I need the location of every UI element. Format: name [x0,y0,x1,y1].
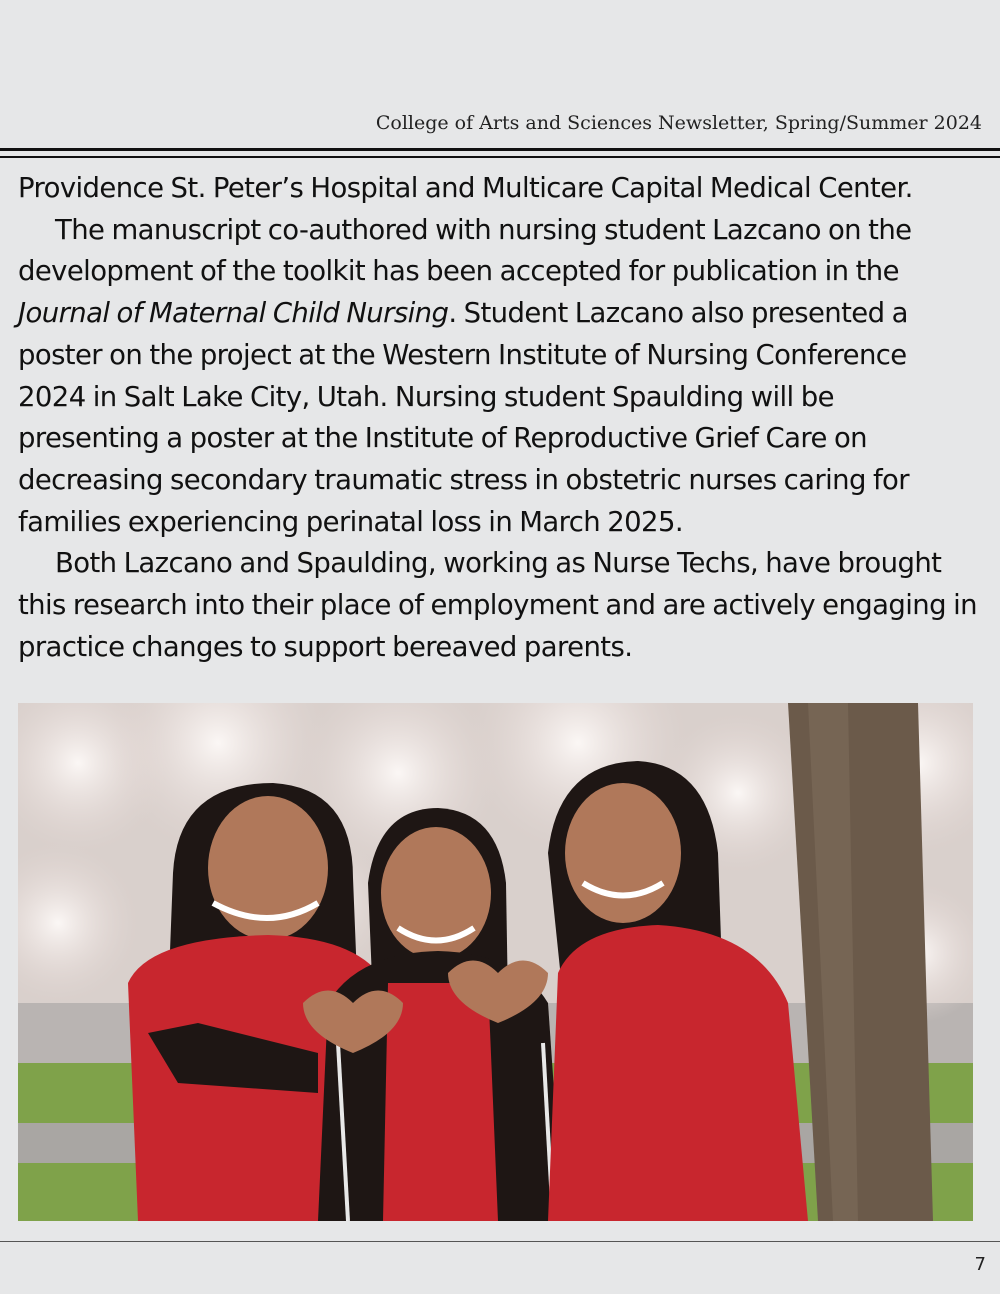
page-number: 7 [974,1254,986,1275]
newsletter-header: College of Arts and Sciences Newsletter, Spring/Summer 2024 [375,112,982,134]
paragraph-2-text-start: The manuscript co-authored with nursing student Lazcano on the development of the toolkit has been accepted for publication in the [18,213,912,288]
nursing-students-photo [18,703,973,1221]
photo-illustration [18,703,973,1221]
header-rule-thick [0,148,1000,151]
article-paragraph-3: Both Lazcano and Spaulding, working as Nurse Techs, have brought this research into their place of employment and are actively engaging in practice changes to support bereaved parents. [18,547,977,663]
journal-title: Journal of Maternal Child Nursing [18,297,449,330]
article-body [18,168,980,668]
header-rule-thin [0,156,1000,158]
paragraph-2-text-end: . Student Lazcano also presented a poster on the project at the Western Institute of Nursing Conference 2024 in Salt Lake City, Utah. Nursing student Spaulding will be presenting a poster at the Institute of Reproductive Grief Care on decreasing secondary traumatic stress in obstetric nurses caring for families experiencing perinatal loss in March 2025. [18,297,909,538]
footer-rule [0,1241,1000,1242]
article-paragraph-2 [18,210,980,544]
article-paragraph-1: Providence St. Peter’s Hospital and Multicare Capital Medical Center. [18,172,913,204]
